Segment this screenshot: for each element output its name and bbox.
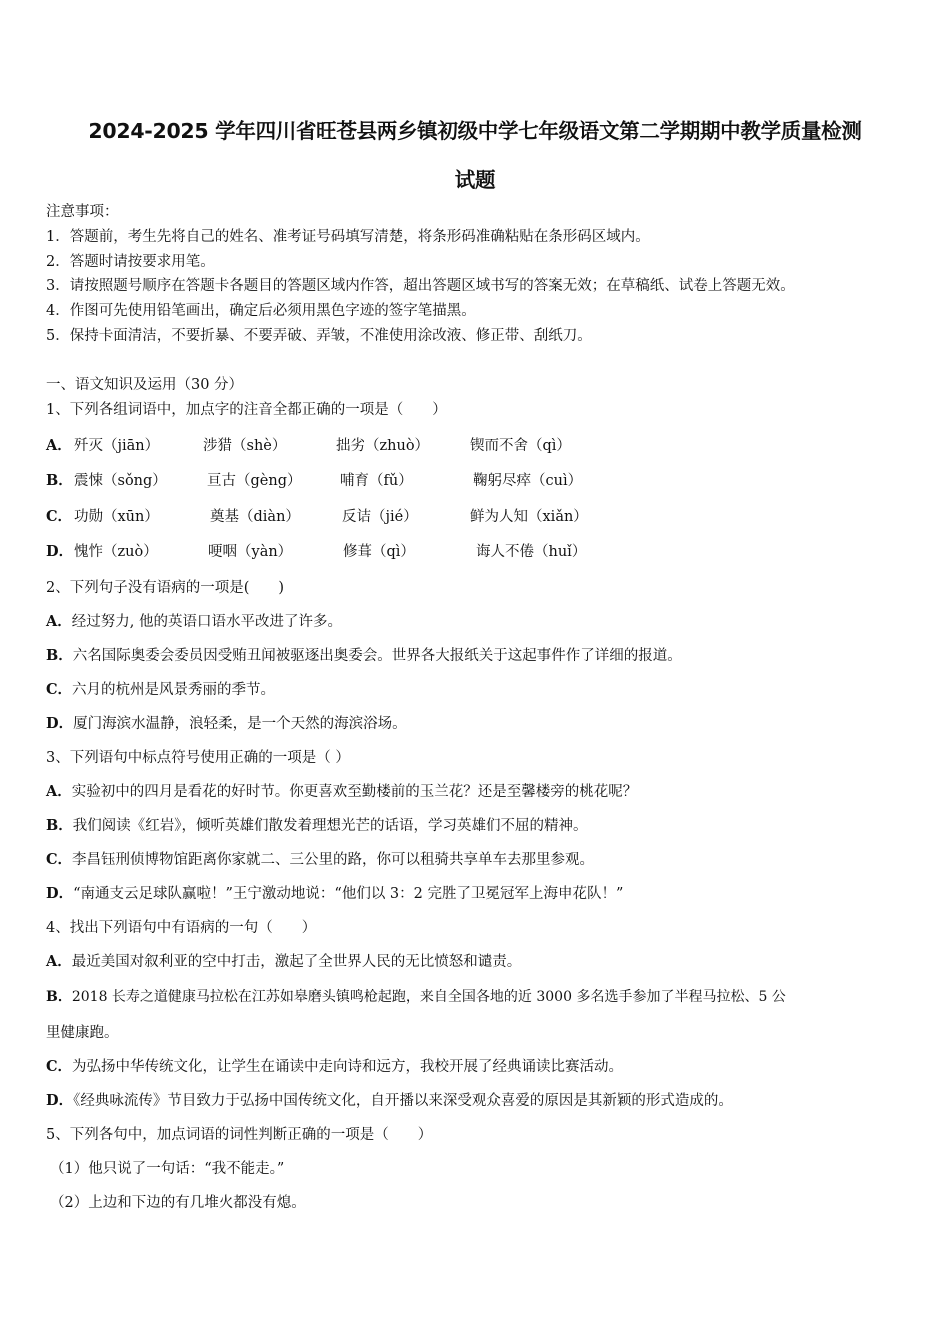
answer-option: B．我们阅读《红岩》，倾听英雄们散发着理想光芒的话语，学习英雄们不屈的精神。 [46, 817, 588, 834]
note-item: 2．答题时请按要求用笔。 [46, 254, 215, 270]
note-item: 4．作图可先使用铅笔画出，确定后必须用黑色字迹的签字笔描黑。 [46, 303, 476, 319]
option-label: A． [46, 437, 72, 454]
option-word: 亘古（gèng） [207, 473, 302, 489]
note-item: 5．保持卡面清洁，不要折暴、不要弄破、弄皱，不准使用涂改液、修正带、刮纸刀。 [46, 328, 592, 344]
question-stem: 1、下列各组词语中，加点字的注音全都正确的一项是（ ） [46, 402, 447, 418]
exam-title-line-1: 2024-2025 学年四川省旺苍县两乡镇初级中学七年级语文第二学期期中教学质量检测 [88, 119, 862, 143]
option-word: 修葺（qì） [343, 544, 415, 560]
option-label: B． [46, 472, 73, 489]
option-word: 哺育（fǔ） [340, 473, 413, 489]
option-word: 锲而不舍（qì） [470, 438, 571, 454]
sentence-item: （2）上边和下边的有几堆火都没有熄。 [50, 1195, 306, 1211]
option-word: 震悚（sǒng） [74, 473, 167, 489]
question-stem: 3、下列语句中标点符号使用正确的一项是（ ） [46, 750, 350, 766]
notes-heading: 注意事项： [46, 204, 119, 220]
answer-option: C．六月的杭州是风景秀丽的季节。 [46, 681, 276, 698]
answer-option: B．六名国际奥委会委员因受贿丑闻被驱逐出奥委会。世界各大报纸关于这起事件作了详细的报道。 [46, 647, 682, 664]
exam-title-line-2: 试题 [454, 168, 496, 192]
option-word: 拙劣（zhuò） [336, 438, 430, 454]
option-label: D． [46, 543, 74, 560]
answer-option: B．2018 长寿之道健康马拉松在江苏如皋磨头镇鸣枪起跑，来自全国各地的近 3000 多名选手参加了半程马拉松、5 公 [46, 989, 786, 1005]
option-word: 诲人不倦（huǐ） [476, 544, 587, 560]
option-word: 反诘（jié） [342, 509, 418, 525]
question-stem: 4、找出下列语句中有语病的一句（ ） [46, 920, 317, 936]
option-word: 鞠躬尽瘁（cuì） [473, 473, 583, 489]
answer-option: A．最近美国对叙利亚的空中打击，激起了全世界人民的无比愤怒和谴责。 [46, 953, 522, 970]
option-word: 鲜为人知（xiǎn） [470, 509, 588, 525]
option-word: 奠基（diàn） [210, 509, 300, 525]
option-word: 愧怍（zuò） [74, 544, 158, 560]
answer-option: C．李昌钰刑侦博物馆距离你家就二、三公里的路，你可以租骑共享单车去那里参观。 [46, 851, 595, 868]
note-item: 3．请按照题号顺序在答题卡各题目的答题区域内作答，超出答题区域书写的答案无效；在草稿纸、试卷上答题无效。 [46, 278, 795, 294]
answer-option: D．《经典咏流传》节目致力于弘扬中国传统文化，自开播以来深受观众喜爱的原因是其新颖的形式造成的。 [46, 1092, 733, 1109]
option-word: 歼灭（jiān） [74, 438, 160, 454]
question-stem: 2、下列句子没有语病的一项是( ) [46, 580, 285, 596]
note-item: 1．答题前，考生先将自己的姓名、准考证号码填写清楚，将条形码准确粘贴在条形码区域内。 [46, 229, 650, 245]
answer-option-continued: 里健康跑。 [46, 1025, 119, 1041]
sentence-item: （1）他只说了一句话：“我不能走。” [50, 1161, 285, 1177]
answer-option: C．为弘扬中华传统文化，让学生在诵读中走向诗和远方，我校开展了经典诵读比赛活动。 [46, 1058, 624, 1075]
option-word: 功勋（xūn） [74, 509, 159, 525]
answer-option: A．实验初中的四月是看花的好时节。你更喜欢至勤楼前的玉兰花？还是至馨楼旁的桃花呢？ [46, 783, 638, 800]
option-word: 哽咽（yàn） [208, 544, 293, 560]
option-word: 涉猎（shè） [203, 438, 287, 454]
question-stem: 5、下列各句中，加点词语的词性判断正确的一项是（ ） [46, 1127, 433, 1143]
answer-option: D．“南通支云足球队赢啦！”王宁激动地说：“他们以 3：2 完胜了卫冕冠军上海申花队！” [46, 885, 624, 902]
answer-option: D．厦门海滨水温静，浪轻柔，是一个天然的海滨浴场。 [46, 715, 407, 732]
section-heading: 一、语文知识及运用（30 分） [46, 377, 244, 393]
answer-option: A．经过努力, 他的英语口语水平改进了许多。 [46, 613, 342, 630]
option-label: C． [46, 508, 73, 525]
